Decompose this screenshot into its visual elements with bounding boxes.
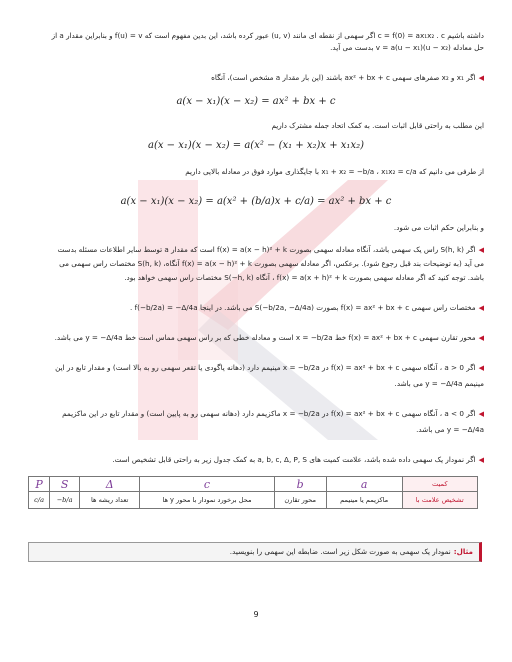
example-text: نمودار یک سهمی به صورت شکل زیر است. ضابطه این سهمی را بنویسید. [229,547,451,556]
text-line: می آید (به توضیحات بند قبل رجوع شود). برعکس، اگر معادله سهمی بصورت f(x) = a(x − h)² + k آنگاه، S(h, k) مختصات راس سهمی می [59,259,484,268]
equation: a(x − x₁)(x − x₂) = ax² + bx + c [176,96,336,107]
bullet-text: اگر نمودار یک سهمی داده شده باشد، علامت کمیت های a, b, c, Δ, P, S به کمک جدول زیر به راحتی قابل تشخیص است. [112,455,476,464]
bullet-text: مختصات راس سهمی f(x) = ax² + bx + c بصورت S(−b/2a, −Δ/4a) می باشد. در اینجا f(−b/2a) = −Δ/4a . [130,303,476,312]
sign-table [28,476,478,509]
equation: a(x − x₁)(x − x₂) = a(x² + (b/a)x + c/a) = ax² + bx + c [120,196,392,207]
table-header-cell: کمیت [402,477,477,492]
table-header-cell: Δ [80,477,140,492]
bullet-triangle-icon: ◀ [478,456,484,464]
table-cell: محل برخورد نمودار با محور y ها [140,492,274,509]
bullet-line [28,454,484,466]
bullet-triangle-icon: ◀ [478,74,484,82]
table-header-cell: c [140,477,274,492]
text-line: داشته باشیم c = f(0) = ax₁x₂ . c اگر سهمی از نقطه ای مانند (u, v) عبور کرده باشد، این بدین مفهوم است که f(u) = v و بنابراین مقدار a از [51,31,484,40]
table-cell: c/a [29,492,50,509]
table-cell: ماکزیمم یا مینیمم [326,492,402,509]
table-cell: محور تقارن [274,492,326,509]
example-label: مثال: [453,547,473,556]
text-line: این مطلب به راحتی قابل اثبات است. به کمک اتحاد جمله مشترک داریم [271,121,484,130]
bullet-text: اگر a < 0 ، آنگاه سهمی f(x) = ax² + bx + c در x = −b/2a ماکزیمم دارد (دهانه سهمی رو به پایین است) و مقدار تابع در این ماکزیمم [62,409,476,418]
bullet-triangle-icon: ◀ [478,334,484,342]
bullet-triangle-icon: ◀ [478,304,484,312]
bullet-line [28,302,484,314]
bullet-triangle-icon: ◀ [478,246,484,254]
table-cell: −b/a [50,492,80,509]
bullet-line [28,72,484,84]
text-line: y = −Δ/4a می باشد. [416,425,484,434]
bullet-text: محور تقارن سهمی f(x) = ax² + bx + c خط x = −b/2a است و معادله خطی که بر راس سهمی مماس است خط y = −Δ/4a می باشد. [54,333,476,342]
table-header-row [29,477,478,492]
bullet-text: اگر S(h, k) راس یک سهمی باشد، آنگاه معادله سهمی بصورت f(x) = a(x − h)² + k است که مقدار a توسط سایر اطلاعات مسئله بدست [57,245,476,254]
text-line: از طرفی می دانیم که x₁ + x₂ = −b/a ، x₁x₂ = c/a با جایگذاری موارد فوق در معادله بالایی داریم [185,167,484,176]
table-cell: تشخیص علامت با [402,492,477,509]
page-number: 9 [253,610,259,619]
bullet-text: اگر a > 0 ، آنگاه سهمی f(x) = ax² + bx + c در x = −b/2a مینیمم دارد (دهانه یاگودی یا تقعر سهمی رو به بالا است) و مقدار تابع در این [55,363,476,372]
text-line: حل معادله v = a(u − x₁)(u − x₂) بدست می آید. [330,43,484,52]
text-line: مینیمم y = −Δ/4a می باشد. [394,379,484,388]
equation: a(x − x₁)(x − x₂) = a(x² − (x₁ + x₂)x + x₁x₂) [147,140,364,151]
text-line: و بنابراین حکم اثبات می شود. [393,223,484,232]
table-header-cell: S [50,477,80,492]
table-cell: تعداد ریشه ها [80,492,140,509]
table-row [29,492,478,509]
bullet-line [28,244,484,256]
example-box [28,542,482,562]
bullet-triangle-icon: ◀ [478,410,484,418]
bullet-line [28,408,484,420]
bullet-line [28,362,484,374]
table-header-cell: a [326,477,402,492]
bullet-text: اگر x₁ و x₂ صفرهای سهمی ax² + bx + c باشند (این بار مقدار a مشخص است)، آنگاه [211,73,476,82]
text-line: باشد. توجه کنید که اگر معادله سهمی بصورت f(x) = a(x + h)² + k ، آنگاه S(−h, k) مختصات راس سهمی خواهد بود. [124,273,484,282]
bullet-line [28,332,484,344]
table-header-cell: P [29,477,50,492]
bullet-triangle-icon: ◀ [478,364,484,372]
table-header-cell: b [274,477,326,492]
